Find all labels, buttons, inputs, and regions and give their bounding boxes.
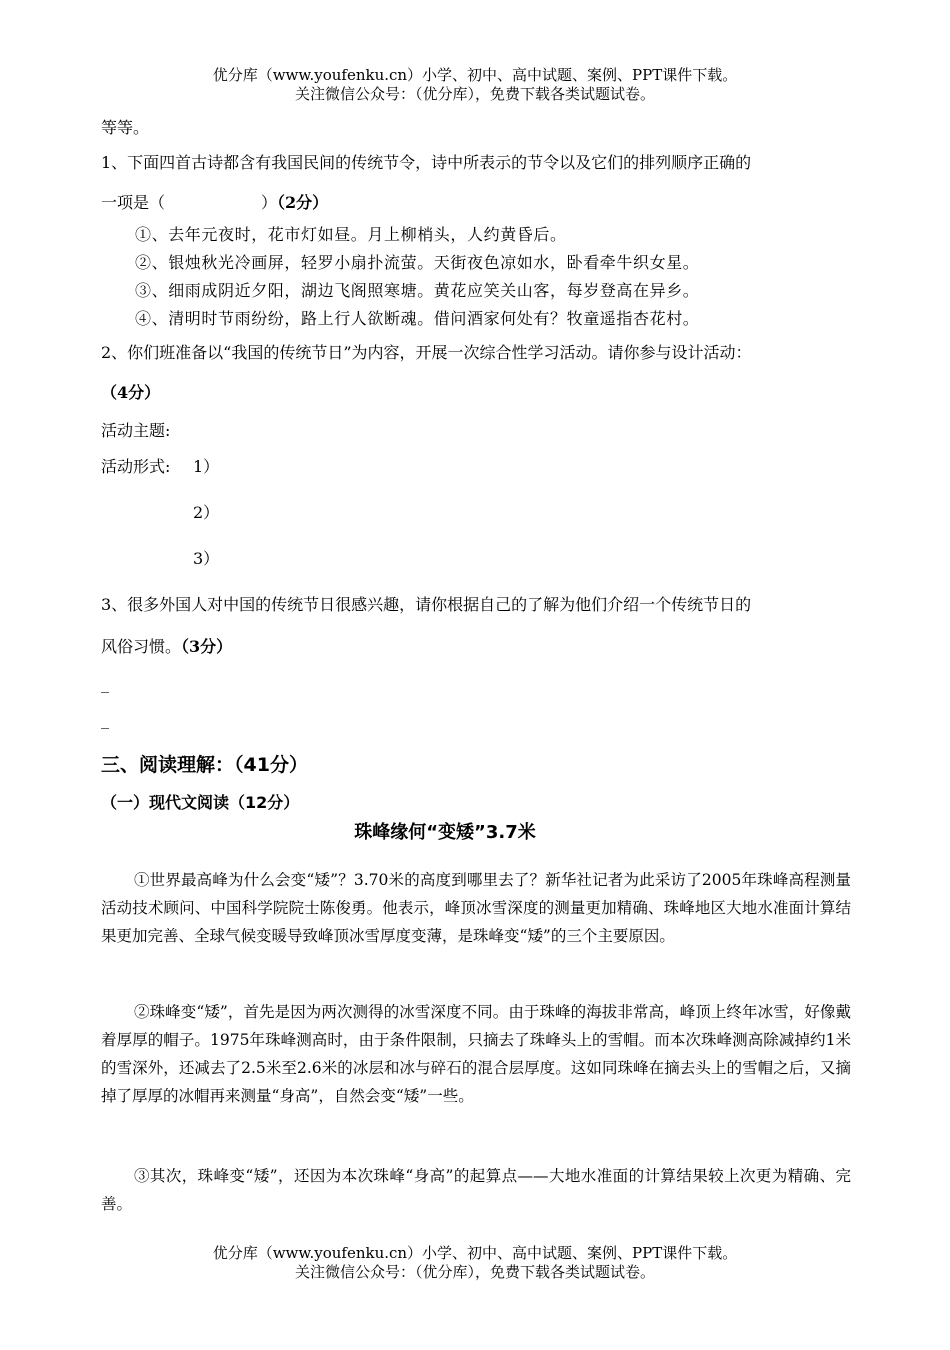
q1-poem-3: ③、细雨成阴近夕阳，湖边飞阁照寒塘。黄花应笑关山客，每岁登高在异乡。 [135,281,700,300]
q2-form-label: 活动形式: [101,457,171,476]
q2-form-item-3: 3） [193,549,220,568]
article-paragraph-2: ②珠峰变“矮”，首先是因为两次测得的冰雪深度不同。由于珠峰的海拔非常高，峰顶上终年冰雪，好像戴着厚厚的帽子。1975年珠峰测高时，由于条件限制，只摘去了珠峰头上的雪帽。而本次珠峰测高除减掉约1米的雪深外，还减去了2.5米至2.6米的冰层和冰与碎石的混合层厚度。这如同珠峰在摘去头上的雪帽之后，又摘掉了厚厚的冰帽再来测量“身高”，自然会变“矮”一些。 [101,1003,851,1105]
q1-poem-1: ①、去年元夜时，花市灯如昼。月上柳梢头，人约黄昏后。 [135,225,567,244]
q3-line-2 [101,634,232,657]
q3-answer-blank-2: _ [101,710,109,729]
q3-score: （3分） [181,637,233,656]
footer-line-1: 优分库（www.youfenku.cn）小学、初中、高中试题、案例、PPT课件下载。 [212,1244,738,1262]
q2-line-1: 2、你们班准备以“我国的传统节日”为内容，开展一次综合性学习活动。请你参与设计活动： [101,343,752,362]
q1-line-1: 1、下面四首古诗都含有我国民间的传统节令，诗中所表示的节令以及它们的排列顺序正确的 [101,153,752,172]
article-paragraph-1: ①世界最高峰为什么会变“矮”？3.70米的高度到哪里去了？新华社记者为此采访了2005年珠峰高程测量活动技术顾问、中国科学院院士陈俊勇。他表示，峰顶冰雪深度的测量更加精确、珠峰地区大地水准面计算结果更加完善、全球气候变暖导致峰顶冰雪厚度变薄，是珠峰变“矮”的三个主要原因。 [101,871,851,945]
q2-form-item-1: 1） [193,457,220,476]
article-paragraph-3: ③其次，珠峰变“矮”，还因为本次珠峰“身高”的起算点——大地水准面的计算结果较上次更为精确、完善。 [101,1167,851,1213]
q1-score: （2分） [277,193,329,212]
q1-line-2 [101,190,328,213]
q2-theme-label: 活动主题: [101,421,171,440]
section-3-part-1-title: （一）现代文阅读（12分） [101,793,300,812]
q3-line-1: 3、很多外国人对中国的传统节日很感兴趣，请你根据自己的了解为他们介绍一个传统节日的 [101,595,752,614]
q1-poem-2: ②、银烛秋光冷画屏，轻罗小扇扑流萤。天街夜色凉如水，卧看牵牛织女星。 [135,253,700,272]
footer-line-2: 关注微信公众号：（优分库），免费下载各类试题试卷。 [294,1263,655,1281]
article-title: 珠峰缘何“变矮”3.7米 [354,822,536,843]
section-3-title: 三、阅读理解：（41分） [101,754,308,776]
header-line-2: 关注微信公众号：（优分库），免费下载各类试题试卷。 [294,85,655,103]
intro-tail: 等等。 [101,118,150,137]
q2-form-item-2: 2） [193,503,220,522]
q3-prompt-tail: 风俗习惯。 [101,637,182,656]
header-line-1: 优分库（www.youfenku.cn）小学、初中、高中试题、案例、PPT课件下载。 [212,66,738,84]
q3-answer-blank-1: _ [101,674,109,693]
q1-poem-4: ④、清明时节雨纷纷，路上行人欲断魂。借问酒家何处有？牧童遥指杏花村。 [135,309,700,328]
q2-score: （4分） [101,383,161,402]
q1-answer-blank: 一项是（ ） [101,193,278,212]
